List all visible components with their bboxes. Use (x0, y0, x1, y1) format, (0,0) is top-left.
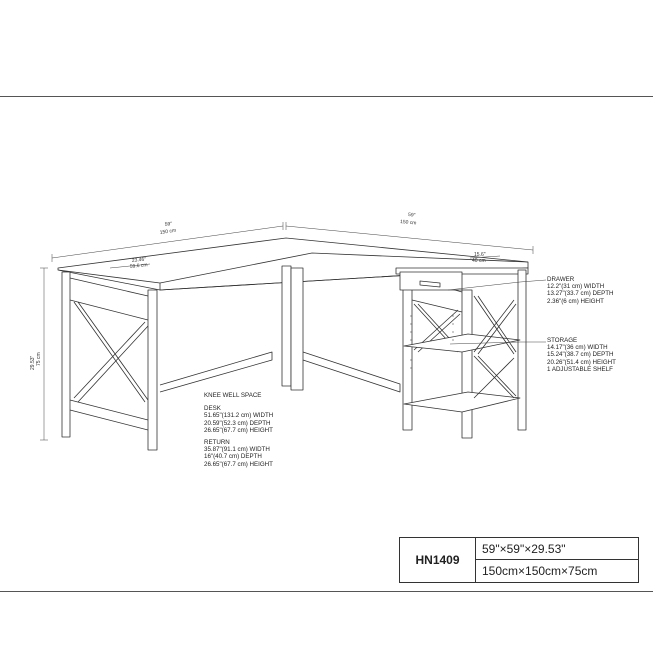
size-cm: 150cm×150cm×75cm (482, 564, 598, 578)
return-line: 35.87"(91.1 cm) WIDTH (204, 446, 270, 454)
size-inches: 59"×59"×29.53" (476, 538, 638, 560)
return-line: 16"(40.7 cm) DEPTH (204, 453, 262, 461)
storage-line: 14.17"(36 cm) WIDTH (547, 344, 608, 352)
dim-desk-depth-in: 23.46" (131, 256, 147, 264)
desk-line: 26.65"(67.7 cm) HEIGHT (204, 426, 273, 434)
dim-top-left-in: 59" (164, 221, 173, 228)
spec-table (399, 537, 639, 583)
desk-line: 51.65"(131.2 cm) WIDTH (204, 412, 274, 420)
dim-height-cm: 75 cm (36, 352, 42, 366)
dim-top-left-cm: 150 cm (159, 227, 177, 236)
knee-well-title: KNEE WELL SPACE (204, 392, 262, 399)
storage-title: STORAGE (547, 337, 578, 344)
storage-line: 15.24"(38.7 cm) DEPTH (547, 351, 614, 359)
desk-line: 20.59"(52.3 cm) DEPTH (204, 419, 271, 427)
model-number: HN1409 (400, 538, 476, 582)
dim-return-depth-in: 15.6" (474, 252, 486, 258)
drawer-line: 12.2"(31 cm) WIDTH (547, 283, 605, 291)
dim-height-in: 29.53" (30, 355, 36, 370)
storage-block (547, 337, 616, 373)
return-title: RETURN (204, 439, 230, 447)
drawer-title: DRAWER (547, 276, 575, 283)
dim-top-right-cm: 150 cm (399, 219, 417, 227)
dim-return-depth-cm: 40 cm (472, 258, 486, 264)
drawer-line: 2.36"(6 cm) HEIGHT (547, 297, 604, 305)
return-line: 26.65"(67.7 cm) HEIGHT (204, 460, 273, 468)
drawer-block (547, 276, 614, 305)
knee-well-block (204, 392, 273, 468)
drawer-line: 13.27"(33.7 cm) DEPTH (547, 290, 614, 298)
desk-title: DESK (204, 405, 221, 413)
storage-line: 1 ADJUSTABLE SHELF (547, 365, 613, 373)
dim-top-right-in: 59" (407, 212, 416, 219)
storage-line: 20.26"(51.4 cm) HEIGHT (547, 358, 616, 366)
dim-desk-depth-cm: 59.6 cm (129, 262, 148, 270)
